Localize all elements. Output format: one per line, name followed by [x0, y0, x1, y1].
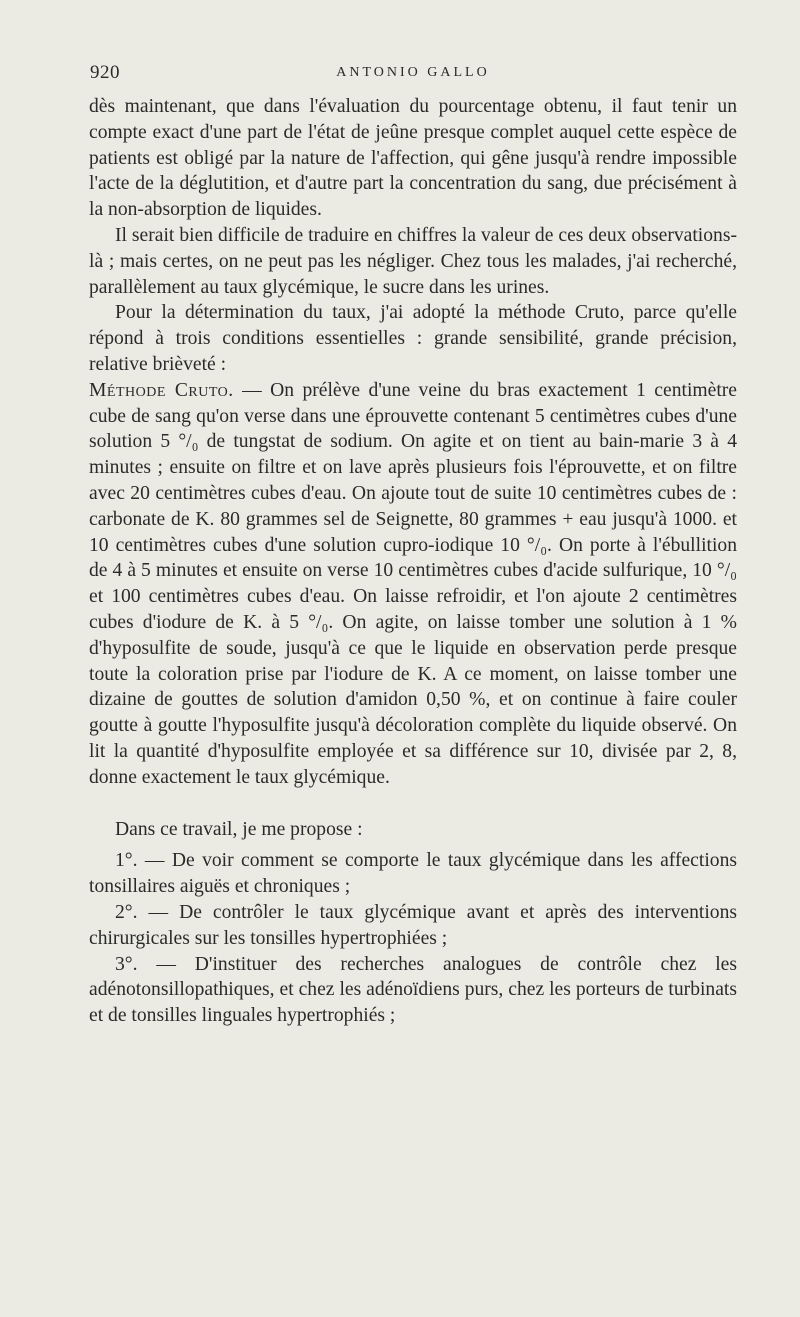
objective-item-1: 1°. — De voir comment se comporte le taux glycémique dans les affections tonsillaires aiguës et chroniques ;: [89, 850, 737, 898]
objective-item-3: 3°. — D'instituer des recherches analogues de contrôle chez les adénotonsillopathiques, et chez les adénoïdiens purs, chez les porteurs de turbinats et de tonsilles linguales hypertrophiés ;: [89, 953, 737, 1027]
page-number: 920: [90, 62, 120, 83]
method-heading: Méthode Cruto.: [89, 379, 234, 401]
running-head: ANTONIO GALLO: [336, 65, 490, 80]
method-text: — On prélève d'une veine du bras exactement 1 centimètre cube de sang qu'on verse dans une éprouvette contenant 5 centimètres cubes d'une solution 5 °/₀ de tungstat de sodium. On agite et on tient au bain-marie 3 à 4 minutes ; ensuite on filtre et on lave après plusieurs fois l'éprouvette, et on filtre avec 20 centimètres cubes d'eau. On ajoute tout de suite 10 centimètres cubes de : carbonate de K. 80 grammes sel de Seignette, 80 grammes + eau jusqu'à 1000. et 10 centimètres cubes d'une solution cupro-iodique 10 °/₀. On porte à l'ébullition de 4 à 5 minutes et ensuite on verse 10 centimètres cubes d'acide sulfurique, 10 °/₀ et 100 centimètres cubes d'eau. On laisse refroidir, et l'on ajoute 2 centimètres cubes d'iodure de K. à 5 °/₀. On agite, on laisse tomber une solution à 1 % d'hyposulfite de soude, jusqu'à ce que le liquide en observation perde presque toute la coloration prise par l'iodure de K. A ce moment, on laisse tomber une dizaine de gouttes de solution d'amidon 0,50 %, et on continue à faire couler goutte à goutte l'hyposulfite jusqu'à décoloration complète du liquide observé. On lit la quantité d'hyposulfite employée et sa différence sur 10, divisée par 2, 8, donne exactement le taux glycémique.: [89, 379, 737, 788]
paragraph-observations: Il serait bien difficile de traduire en chiffres la valeur de ces deux observations-là ; mais certes, on ne peut pas les négliger. Chez tous les malades, j'ai recherché, parallèlement au taux glycémique, le sucre dans les urines.: [89, 224, 737, 298]
paragraph-method-description: [89, 378, 737, 791]
paragraph-continuation: dès maintenant, que dans l'évaluation du pourcentage obtenu, il faut tenir un compte exact d'une part de l'état de jeûne presque complet auquel cette espèce de patients est obligé par la nature de l'affection, qui gêne jusqu'à rendre impossible l'acte de la déglutition, et d'autre part la concentration du sang, due précisément à la non-absorption de liquides.: [89, 96, 737, 221]
paragraph-method-choice: Pour la détermination du taux, j'ai adopté la méthode Cruto, parce qu'elle répond à trois conditions essentielles : grande sensibilité, grande précision, relative brièveté :: [89, 302, 737, 375]
section-gap: [89, 791, 737, 817]
body-text: [89, 94, 737, 1029]
page-header: [90, 62, 736, 86]
objectives-intro: Dans ce travail, je me propose :: [115, 818, 363, 840]
objective-item-2: 2°. — De contrôler le taux glycémique avant et après des interventions chirurgicales sur les tonsilles hypertrophiées ;: [89, 901, 737, 949]
